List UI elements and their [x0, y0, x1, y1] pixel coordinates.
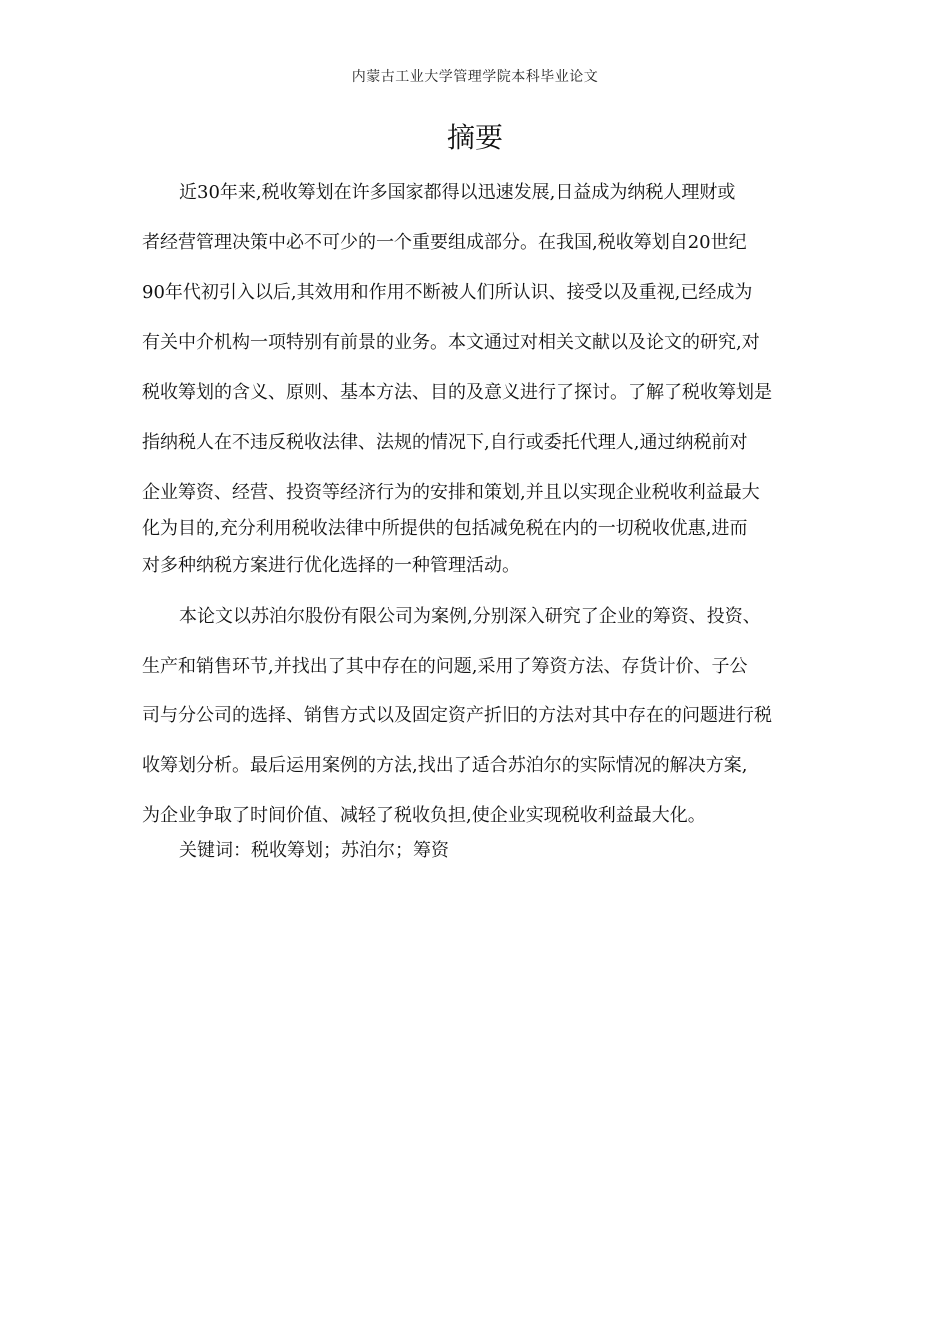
paragraph-line: 指纳税人在不违反税收法律、法规的情况下,自行或委托代理人,通过纳税前对 — [142, 432, 748, 453]
paragraph-line: 本论文以苏泊尔股份有限公司为案例,分别深入研究了企业的筹资、投资、 — [179, 606, 761, 627]
paragraph-line: 化为目的,充分利用税收法律中所提供的包括减免税在内的一切税收优惠,进而 — [142, 518, 748, 539]
paragraph-line: 为企业争取了时间价值、减轻了税收负担,使企业实现税收利益最大化。 — [142, 805, 706, 826]
keywords-line: 关键词：税收筹划；苏泊尔；筹资 — [179, 840, 449, 861]
paragraph-line: 生产和销售环节,并找出了其中存在的问题,采用了筹资方法、存货计价、子公 — [142, 656, 748, 677]
paragraph-line: 90年代初引入以后,其效用和作用不断被人们所认识、接受以及重视,已经成为 — [142, 282, 753, 303]
paragraph-line: 对多种纳税方案进行优化选择的一种管理活动。 — [142, 555, 520, 576]
paragraph-line: 者经营管理决策中必不可少的一个重要组成部分。在我国,税收筹划自20世纪 — [142, 232, 747, 253]
paragraph-line: 司与分公司的选择、销售方式以及固定资产折旧的方法对其中存在的问题进行税 — [142, 705, 772, 726]
running-header: 内蒙古工业大学管理学院本科毕业论文 — [351, 69, 599, 85]
paragraph-line: 税收筹划的含义、原则、基本方法、目的及意义进行了探讨。了解了税收筹划是 — [142, 382, 772, 403]
paragraph-line: 企业筹资、经营、投资等经济行为的安排和策划,并且以实现企业税收利益最大 — [142, 482, 760, 503]
paragraph-line: 近30年来,税收筹划在许多国家都得以迅速发展,日益成为纳税人理财或 — [179, 182, 736, 203]
paragraph-line: 有关中介机构一项特别有前景的业务。本文通过对相关文献以及论文的研究,对 — [142, 332, 760, 353]
abstract-title: 摘要 — [446, 121, 503, 154]
paragraph-line: 收筹划分析。最后运用案例的方法,找出了适合苏泊尔的实际情况的解决方案, — [142, 755, 748, 776]
